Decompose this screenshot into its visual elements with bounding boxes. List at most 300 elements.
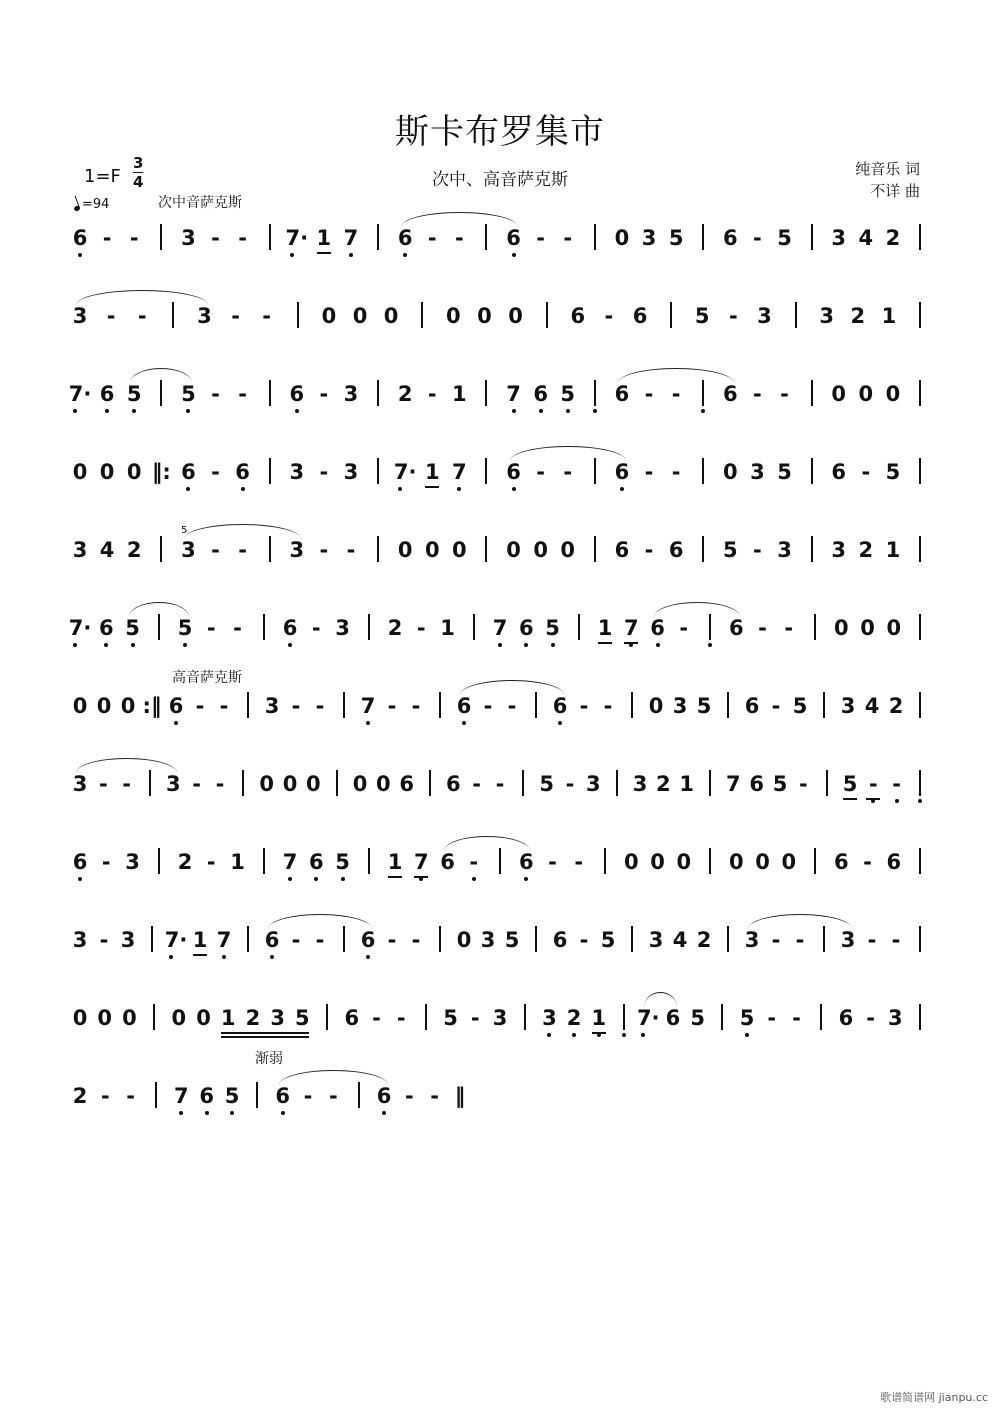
tie-arc [444,836,531,851]
note: 7 [452,460,467,484]
note: 1 [885,538,901,562]
tie-arc [644,992,677,1007]
barline [153,1004,155,1030]
note: 0 [72,1006,88,1030]
barline [343,692,345,718]
barline [826,770,828,796]
octave-dot [457,487,461,491]
note: 3 [181,538,196,562]
dash: - [868,772,878,796]
note: 5 [777,460,792,484]
note: 6 [614,382,630,406]
barline [269,458,271,484]
composer-credit: 不详 曲 [870,182,920,200]
octave-dot [871,799,875,803]
note: 3 [72,304,88,328]
note: 0 [885,382,901,406]
octave-dot [78,877,82,881]
octave-dot [105,409,109,413]
dash: - [211,460,220,484]
barline [919,302,921,328]
octave-dot [241,487,245,491]
note: 3 [480,928,496,952]
octave-dot [572,1033,576,1037]
note: 2 [397,382,413,406]
barline [919,692,921,718]
note: 0 [614,226,630,250]
note: 5 [723,538,738,562]
note: 7· [393,460,417,484]
note: 5 [694,304,710,328]
dash: - [387,694,397,718]
note: 6 [533,382,548,406]
note: 3 [197,304,212,328]
score-line [0,694,1000,734]
tempo-value: =94 [82,197,110,212]
note: 1 [679,772,694,796]
dash: - [753,226,762,250]
octave-dot [288,877,292,881]
note: 3 [72,928,88,952]
octave-dot [629,643,633,647]
octave-dot [104,643,108,647]
barline [709,848,711,874]
barline [263,614,265,640]
note: 5 [600,928,616,952]
barline [473,614,475,640]
note: 0 [623,850,639,874]
dash: - [604,304,614,328]
note: 5 [739,1006,755,1030]
dash: - [603,694,613,718]
note: 7 [413,850,429,874]
octave-dot [462,721,466,725]
note: 0 [306,772,321,796]
tie-arc [76,758,177,773]
barline [594,536,596,562]
barline [811,536,813,562]
duration-underline [598,642,612,644]
octave-dot [341,877,345,881]
note: 3 [641,226,657,250]
note: 0 [72,460,88,484]
barline [631,926,633,952]
octave-dot [498,643,502,647]
note: 6 [275,1084,290,1108]
note: 7· [164,928,188,952]
note: 6 [723,226,738,250]
quarter-note-icon [73,205,80,212]
score-line [0,226,1000,266]
note: 7 [282,850,298,874]
note: 6 [518,616,534,640]
octave-dot [183,643,187,647]
dash: - [206,850,216,874]
barline [919,380,921,406]
note: 3 [72,772,88,796]
note: 0 [755,850,770,874]
octave-dot [78,253,82,257]
note: 1 [316,226,332,250]
octave-dot [382,1111,386,1115]
barline [814,614,816,640]
note: 5 [792,694,808,718]
time-signature-bottom: 4 [133,173,144,191]
barline [499,848,501,874]
octave-dot [205,1111,209,1115]
note: 5 [126,382,142,406]
dash: - [233,616,242,640]
note: 6 [665,1006,681,1030]
dash: - [563,226,573,250]
repeat-sign: ‖ [454,1084,466,1108]
note: 1 [597,616,613,640]
barline [160,224,162,250]
dash: - [753,538,762,562]
note: 3 [632,772,648,796]
tie-arc [401,212,517,227]
note: 5 [335,850,350,874]
octave-dot [708,643,712,647]
dash: - [319,538,329,562]
dash: - [328,1084,338,1108]
note: 2 [126,538,142,562]
octave-dot [398,487,402,491]
barline [160,380,162,406]
note: 2 [656,772,671,796]
score-line [0,1084,1000,1124]
dash: - [219,694,229,718]
note: 3 [831,538,847,562]
note: 1 [192,928,208,952]
dash: - [563,460,573,484]
barline [269,536,271,562]
dash: - [579,694,589,718]
note: 3 [181,226,196,250]
note: 3 [335,616,350,640]
site-watermark: 歌谱简谱网 jianpu.cc [880,1391,988,1404]
score-line [0,460,1000,500]
dash: - [771,694,781,718]
note: 6 [552,694,568,718]
dash: - [106,304,116,328]
score-line [0,304,1000,344]
note: 0 [446,304,461,328]
dash: - [495,772,505,796]
octave-dot [419,877,423,881]
note: 6 [168,694,184,718]
note: 0 [424,538,440,562]
barline [604,848,606,874]
note: 7· [636,1006,660,1030]
octave-dot [366,721,370,725]
note: 3 [887,1006,903,1030]
dash: - [644,460,654,484]
dash: - [122,772,132,796]
barline [269,224,271,250]
note: 3 [492,1006,508,1030]
note: 0 [477,304,492,328]
barline [343,926,345,952]
instrumentation-subtitle: 次中、高音萨克斯 [432,170,568,190]
note: 4 [864,694,880,718]
tie-arc [510,446,626,461]
note: 6 [399,772,414,796]
octave-dot [512,253,516,257]
note: 6 [264,928,280,952]
note: 3 [750,460,765,484]
barline [524,1004,526,1030]
barline [247,692,249,718]
barline [594,380,596,406]
octave-dot [186,409,190,413]
dash: - [679,616,689,640]
note: 4 [672,928,688,952]
note: 1 [452,382,467,406]
dash: - [758,616,767,640]
note: 5 [885,460,901,484]
key-signature: 1=F [84,166,121,187]
duration-underline [193,954,207,956]
tie-arc [76,290,208,305]
note: 3 [840,928,856,952]
dash: - [536,226,545,250]
barline [535,926,537,952]
note: 5 [125,616,140,640]
note: 6 [668,538,684,562]
dash: - [507,694,517,718]
note: 3 [125,850,140,874]
barline [358,1082,360,1108]
tie-arc [654,602,741,617]
note: 7 [492,616,508,640]
duration-underline [624,642,638,644]
note: 3 [343,382,359,406]
tie-arc [748,914,852,929]
note: 0 [352,772,368,796]
note: 6 [744,694,760,718]
tie-arc [279,1070,388,1085]
note: 0 [728,850,744,874]
octave-dot [222,955,226,959]
repeat-sign: :‖ [142,694,162,718]
barline [421,302,423,328]
note: 6 [614,538,630,562]
octave-dot [179,1111,183,1115]
note: 3 [270,1006,285,1030]
grace-note: 5 [181,525,188,536]
octave-dot [701,409,705,413]
barline [623,1004,625,1030]
note: 2 [858,538,874,562]
barline [377,380,379,406]
octave-dot [73,643,77,647]
note: 5 [224,1084,240,1108]
dash: - [206,616,216,640]
note: 1 [220,1006,236,1030]
note: 6 [99,382,115,406]
dash: - [98,772,108,796]
duration-underline [221,1036,309,1038]
octave-dot [174,721,178,725]
note: 0 [781,850,797,874]
note: 7· [68,616,92,640]
note: 5 [777,226,792,250]
note: 3 [777,538,792,562]
lyricist-credit: 纯音乐 词 [855,160,920,178]
dash: - [262,304,272,328]
barline [811,380,813,406]
note: 0 [72,694,88,718]
note: 6 [72,850,88,874]
note: 4 [858,226,874,250]
octave-dot [593,409,597,413]
dash: - [728,304,738,328]
barline [721,1004,723,1030]
barline [811,224,813,250]
dash: - [867,928,877,952]
note: 6 [376,1084,392,1108]
score-line [0,1006,1000,1046]
note: 1 [424,460,440,484]
barline [578,614,580,640]
note: 0 [452,538,467,562]
barline [670,302,672,328]
barline [702,536,704,562]
dash: - [126,1084,136,1108]
note: 6 [360,928,376,952]
note: 3 [757,304,772,328]
barline [297,302,299,328]
dash: - [195,694,205,718]
octave-dot [281,1111,285,1115]
octave-dot [558,721,562,725]
note: 7 [623,616,639,640]
barline [158,848,160,874]
dash: - [291,928,301,952]
note: 3 [586,772,601,796]
note: 0 [831,382,847,406]
octave-dot [366,955,370,959]
note: 5 [842,772,858,796]
dash: - [411,694,421,718]
note: 0 [376,772,391,796]
barline [172,302,174,328]
dash: - [231,304,240,328]
note: 6 [308,850,324,874]
barline [616,770,618,796]
note: 6 [506,226,521,250]
barline [919,926,921,952]
note: 6 [446,772,461,796]
note: 6 [506,460,521,484]
barline [326,1004,328,1030]
note: 5 [560,382,576,406]
note: 3 [120,928,136,952]
barline [155,1082,157,1108]
note: 3 [264,694,280,718]
note: 6 [831,460,847,484]
dash: - [892,772,902,796]
barline [594,224,596,250]
note: 1 [387,850,403,874]
note: 3 [819,304,834,328]
note: 6 [235,460,250,484]
score-line [0,616,1000,656]
note: 5 [181,382,196,406]
score-line [0,850,1000,890]
dash: - [404,1084,414,1108]
dash: - [346,538,356,562]
tie-arc [129,602,190,617]
note: 1 [881,304,897,328]
octave-dot [131,643,135,647]
octave-dot [620,487,624,491]
note: 2 [72,1084,88,1108]
note: 6 [650,616,665,640]
note: 6 [570,304,586,328]
dash: - [211,538,220,562]
note: 6 [397,226,413,250]
dash: - [866,1006,875,1030]
octave-dot [656,643,660,647]
tie-arc [618,368,734,383]
duration-underline [221,1032,309,1034]
note: 0 [96,694,112,718]
barline [919,614,921,640]
dash: - [372,1006,381,1030]
note: 5 [690,1006,705,1030]
note: 7· [285,226,309,250]
note: 0 [122,1006,137,1030]
barline [485,380,487,406]
dash: - [100,1084,110,1108]
dash: - [574,850,584,874]
dash: - [430,1084,440,1108]
dash: - [311,616,321,640]
dash: - [863,850,872,874]
note: 3 [672,694,688,718]
barline [919,224,921,250]
tempo-marking [74,197,109,212]
note: 6 [723,382,738,406]
note: 5 [443,1006,458,1030]
barline [485,536,487,562]
octave-dot [597,1033,601,1037]
octave-dot [288,643,292,647]
barline [919,536,921,562]
dash: - [548,850,557,874]
note: 0 [120,694,136,718]
octave-dot [349,253,353,257]
dash: - [211,382,220,406]
barline [439,926,441,952]
note: 5 [668,226,684,250]
dash: - [427,382,437,406]
dash: - [238,226,247,250]
octave-dot [895,799,899,803]
note: 1 [440,616,455,640]
dash: - [483,694,493,718]
dash: - [469,850,479,874]
barline [377,458,379,484]
note: 0 [648,694,664,718]
note: 0 [282,772,298,796]
dash: - [767,1006,777,1030]
note: 6 [181,460,196,484]
note: 6 [728,616,744,640]
note: 6 [199,1084,214,1108]
